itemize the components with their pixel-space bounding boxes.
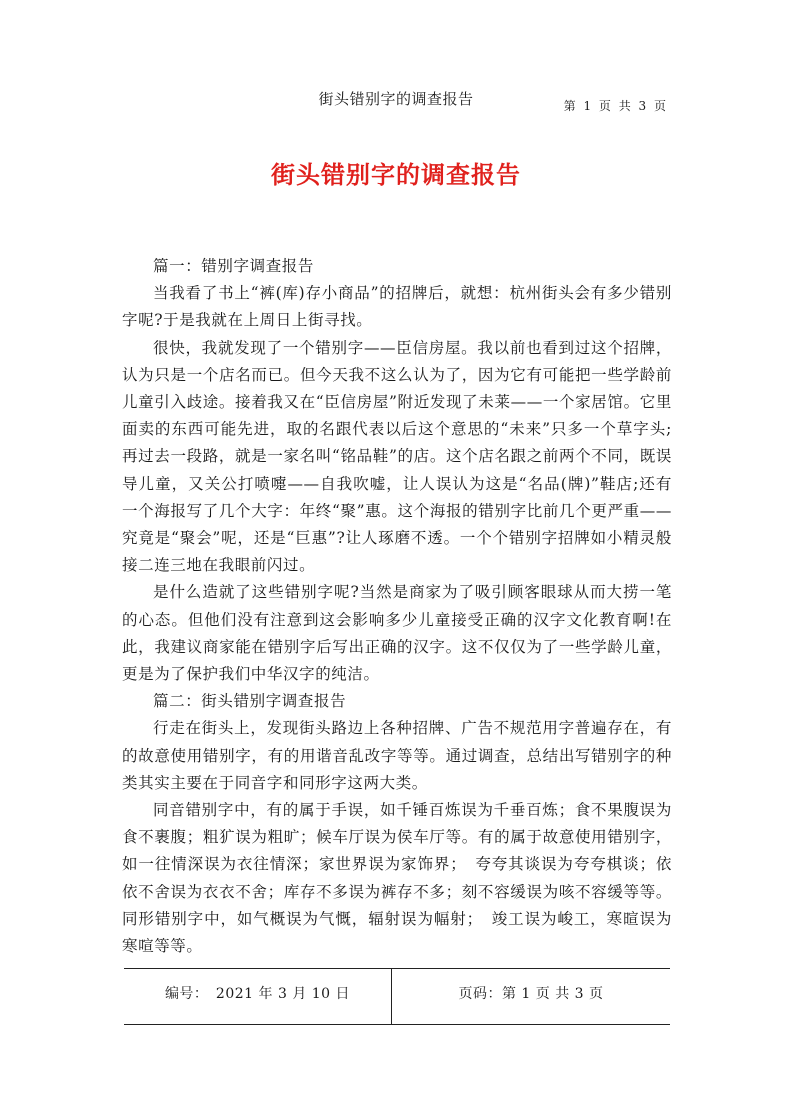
paragraph: 同音错别字中，有的属于手误，如千锤百炼误为千垂百炼；食不果腹误为食不裹腹；粗犷误为粗旷；候车厅误为侯车厅等。有的属于故意使用错别字，如一往情深误为衣往情深；家世界误为家饰界； 夸夸其谈误为夸夸棋谈；依依不舍误为衣衣不舍；库存不多误为裤存不多；刻不容缓误为咳不容缓等等。同形错别字中，如气概误为气慨，辐射误为幅射； 竣工误为峻工，寒暄误为寒喧等等。 <box>122 801 672 956</box>
page-footer <box>124 968 670 1025</box>
footer-page-number: 页码：第 1 页 共 3 页 <box>458 986 604 1002</box>
paragraph: 当我看了书上“裤(库)存小商品”的招牌后，就想：杭州街头会有多少错别字呢?于是我就在上周日上街寻找。 <box>122 284 672 330</box>
paragraph: 很快，我就发现了一个错别字——臣信房屋。我以前也看到过这个招牌，认为只是一个店名而已。但今天我不这么认为了，因为它有可能把一些学龄前儿童引入歧途。接着我又在“臣信房屋”附近发现了未莱——一个家居馆。它里面卖的东西可能先进，取的名跟代表以后这个意思的“未来”只多一个草字头;再过去一段路，就是一家名叫“铭品鞋”的店。这个店名跟之前两个不同，既误导儿童，又关公打喷嚏——自我吹嘘，让人误认为这是“名品(牌)”鞋店;还有一个海报写了几个大字：年终“聚”惠。这个海报的错别字比前几个更严重——究竟是“聚会”呢，还是“巨惠”?让人琢磨不透。一个个错别字招牌如小精灵般接二连三地在我眼前闪过。 <box>122 338 672 575</box>
page-indicator: 第 1 页 共 3 页 <box>563 99 668 113</box>
section-heading-1: 篇一：错别字调查报告 <box>153 257 315 275</box>
document-body <box>122 253 672 960</box>
paragraph: 是什么造就了这些错别字呢?当然是商家为了吸引顾客眼球从而大捞一笔的心态。但他们没有注意到这会影响多少儿童接受正确的汉字文化教育啊!在此，我建议商家能在错别字后写出正确的汉字。这不仅仅为了一些学龄儿童，更是为了保护我们中华汉字的纯洁。 <box>122 583 672 684</box>
running-header: 街头错别字的调查报告 <box>318 90 474 108</box>
footer-number: 编号： 2021 年 3 月 10 日 <box>124 969 392 1024</box>
document-title: 街头错别字的调查报告 <box>271 160 521 189</box>
paragraph: 行走在街头上，发现街头路边上各种招牌、广告不规范用字普遍存在，有的故意使用错别字，有的用谐音乱改字等等。通过调查，总结出写错别字的种类其实主要在于同音字和同形字这两大类。 <box>122 719 672 792</box>
section-heading-2: 篇二：街头错别字调查报告 <box>153 692 347 711</box>
